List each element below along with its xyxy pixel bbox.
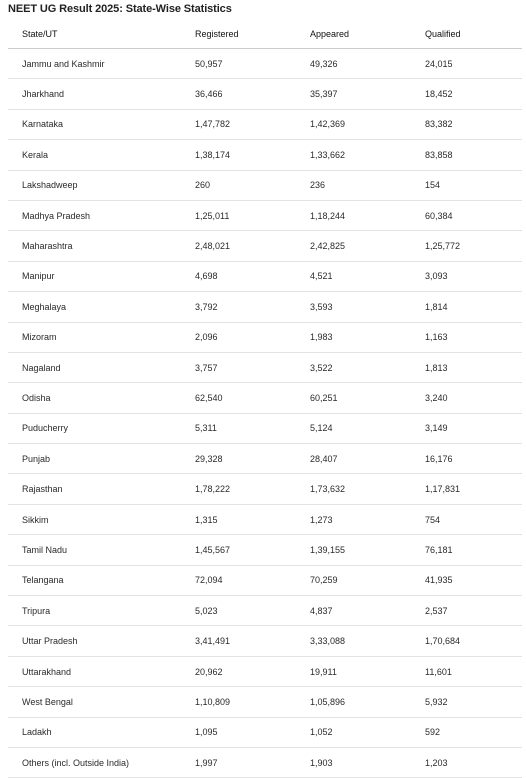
state-cell: Maharashtra [8, 231, 181, 261]
registered-cell: 1,315 [181, 504, 296, 534]
appeared-cell: 1,73,632 [296, 474, 411, 504]
table-row [8, 352, 522, 382]
appeared-cell: 3,33,088 [296, 626, 411, 656]
state-cell: Karnataka [8, 109, 181, 139]
state-cell: Puducherry [8, 413, 181, 443]
appeared-cell: 1,273 [296, 504, 411, 534]
registered-cell: 5,311 [181, 413, 296, 443]
qualified-cell: 18,452 [411, 79, 522, 109]
state-cell: Punjab [8, 444, 181, 474]
table-row [8, 626, 522, 656]
state-cell: Others (incl. Outside India) [8, 747, 181, 777]
state-cell: Tamil Nadu [8, 535, 181, 565]
qualified-cell: 1,70,684 [411, 626, 522, 656]
table-row [8, 322, 522, 352]
table-row [8, 383, 522, 413]
state-cell: Jharkhand [8, 79, 181, 109]
state-cell: Uttarakhand [8, 656, 181, 686]
table-row [8, 535, 522, 565]
qualified-cell: 60,384 [411, 200, 522, 230]
table-row [8, 79, 522, 109]
appeared-cell: 1,983 [296, 322, 411, 352]
qualified-cell: 154 [411, 170, 522, 200]
table-row [8, 140, 522, 170]
qualified-cell: 1,25,772 [411, 231, 522, 261]
appeared-cell: 28,407 [296, 444, 411, 474]
qualified-cell: 76,181 [411, 535, 522, 565]
registered-cell: 1,38,174 [181, 140, 296, 170]
table-header-row [8, 19, 522, 49]
state-statistics-table [8, 19, 522, 778]
state-cell: Nagaland [8, 352, 181, 382]
qualified-cell: 1,17,831 [411, 474, 522, 504]
appeared-cell: 1,39,155 [296, 535, 411, 565]
state-cell: Kerala [8, 140, 181, 170]
state-cell: Telangana [8, 565, 181, 595]
registered-cell: 20,962 [181, 656, 296, 686]
state-cell: Mizoram [8, 322, 181, 352]
registered-cell: 29,328 [181, 444, 296, 474]
state-cell: West Bengal [8, 687, 181, 717]
appeared-cell: 1,18,244 [296, 200, 411, 230]
table-row [8, 49, 522, 79]
table-row [8, 261, 522, 291]
qualified-cell: 3,149 [411, 413, 522, 443]
state-cell: Meghalaya [8, 292, 181, 322]
appeared-cell: 1,42,369 [296, 109, 411, 139]
appeared-cell: 60,251 [296, 383, 411, 413]
registered-cell: 1,45,567 [181, 535, 296, 565]
state-cell: Madhya Pradesh [8, 200, 181, 230]
registered-cell: 260 [181, 170, 296, 200]
state-cell: Tripura [8, 596, 181, 626]
registered-cell: 50,957 [181, 49, 296, 79]
qualified-cell: 5,932 [411, 687, 522, 717]
qualified-cell: 1,814 [411, 292, 522, 322]
column-header-qualified: Qualified [411, 19, 522, 49]
registered-cell: 72,094 [181, 565, 296, 595]
column-header-registered: Registered [181, 19, 296, 49]
table-row [8, 444, 522, 474]
registered-cell: 1,47,782 [181, 109, 296, 139]
table-row [8, 413, 522, 443]
table-row [8, 170, 522, 200]
table-row [8, 687, 522, 717]
appeared-cell: 1,33,662 [296, 140, 411, 170]
qualified-cell: 3,093 [411, 261, 522, 291]
appeared-cell: 5,124 [296, 413, 411, 443]
column-header-appeared: Appeared [296, 19, 411, 49]
appeared-cell: 70,259 [296, 565, 411, 595]
state-cell: Lakshadweep [8, 170, 181, 200]
registered-cell: 2,48,021 [181, 231, 296, 261]
state-cell: Uttar Pradesh [8, 626, 181, 656]
state-cell: Ladakh [8, 717, 181, 747]
appeared-cell: 3,593 [296, 292, 411, 322]
state-cell: Rajasthan [8, 474, 181, 504]
qualified-cell: 592 [411, 717, 522, 747]
state-cell: Odisha [8, 383, 181, 413]
table-row [8, 109, 522, 139]
qualified-cell: 1,203 [411, 747, 522, 777]
qualified-cell: 3,240 [411, 383, 522, 413]
registered-cell: 1,095 [181, 717, 296, 747]
registered-cell: 3,757 [181, 352, 296, 382]
appeared-cell: 1,903 [296, 747, 411, 777]
appeared-cell: 1,052 [296, 717, 411, 747]
appeared-cell: 236 [296, 170, 411, 200]
table-row [8, 565, 522, 595]
appeared-cell: 2,42,825 [296, 231, 411, 261]
appeared-cell: 19,911 [296, 656, 411, 686]
table-body [8, 49, 522, 778]
table-row [8, 504, 522, 534]
page-title: NEET UG Result 2025: State-Wise Statistics [8, 3, 232, 15]
state-cell: Jammu and Kashmir [8, 49, 181, 79]
appeared-cell: 3,522 [296, 352, 411, 382]
registered-cell: 5,023 [181, 596, 296, 626]
table-row [8, 200, 522, 230]
appeared-cell: 4,521 [296, 261, 411, 291]
column-header-state: State/UT [8, 19, 181, 49]
registered-cell: 1,997 [181, 747, 296, 777]
table-row [8, 474, 522, 504]
registered-cell: 3,41,491 [181, 626, 296, 656]
table-row [8, 596, 522, 626]
table-row [8, 656, 522, 686]
qualified-cell: 83,382 [411, 109, 522, 139]
table-row [8, 717, 522, 747]
registered-cell: 1,10,809 [181, 687, 296, 717]
appeared-cell: 4,837 [296, 596, 411, 626]
qualified-cell: 16,176 [411, 444, 522, 474]
table-row [8, 292, 522, 322]
qualified-cell: 41,935 [411, 565, 522, 595]
qualified-cell: 11,601 [411, 656, 522, 686]
registered-cell: 3,792 [181, 292, 296, 322]
qualified-cell: 1,813 [411, 352, 522, 382]
table-row [8, 747, 522, 777]
registered-cell: 4,698 [181, 261, 296, 291]
state-cell: Manipur [8, 261, 181, 291]
appeared-cell: 1,05,896 [296, 687, 411, 717]
registered-cell: 1,78,222 [181, 474, 296, 504]
qualified-cell: 83,858 [411, 140, 522, 170]
qualified-cell: 2,537 [411, 596, 522, 626]
qualified-cell: 1,163 [411, 322, 522, 352]
registered-cell: 62,540 [181, 383, 296, 413]
registered-cell: 2,096 [181, 322, 296, 352]
appeared-cell: 49,326 [296, 49, 411, 79]
appeared-cell: 35,397 [296, 79, 411, 109]
qualified-cell: 24,015 [411, 49, 522, 79]
qualified-cell: 754 [411, 504, 522, 534]
state-cell: Sikkim [8, 504, 181, 534]
registered-cell: 1,25,011 [181, 200, 296, 230]
table-row [8, 231, 522, 261]
registered-cell: 36,466 [181, 79, 296, 109]
